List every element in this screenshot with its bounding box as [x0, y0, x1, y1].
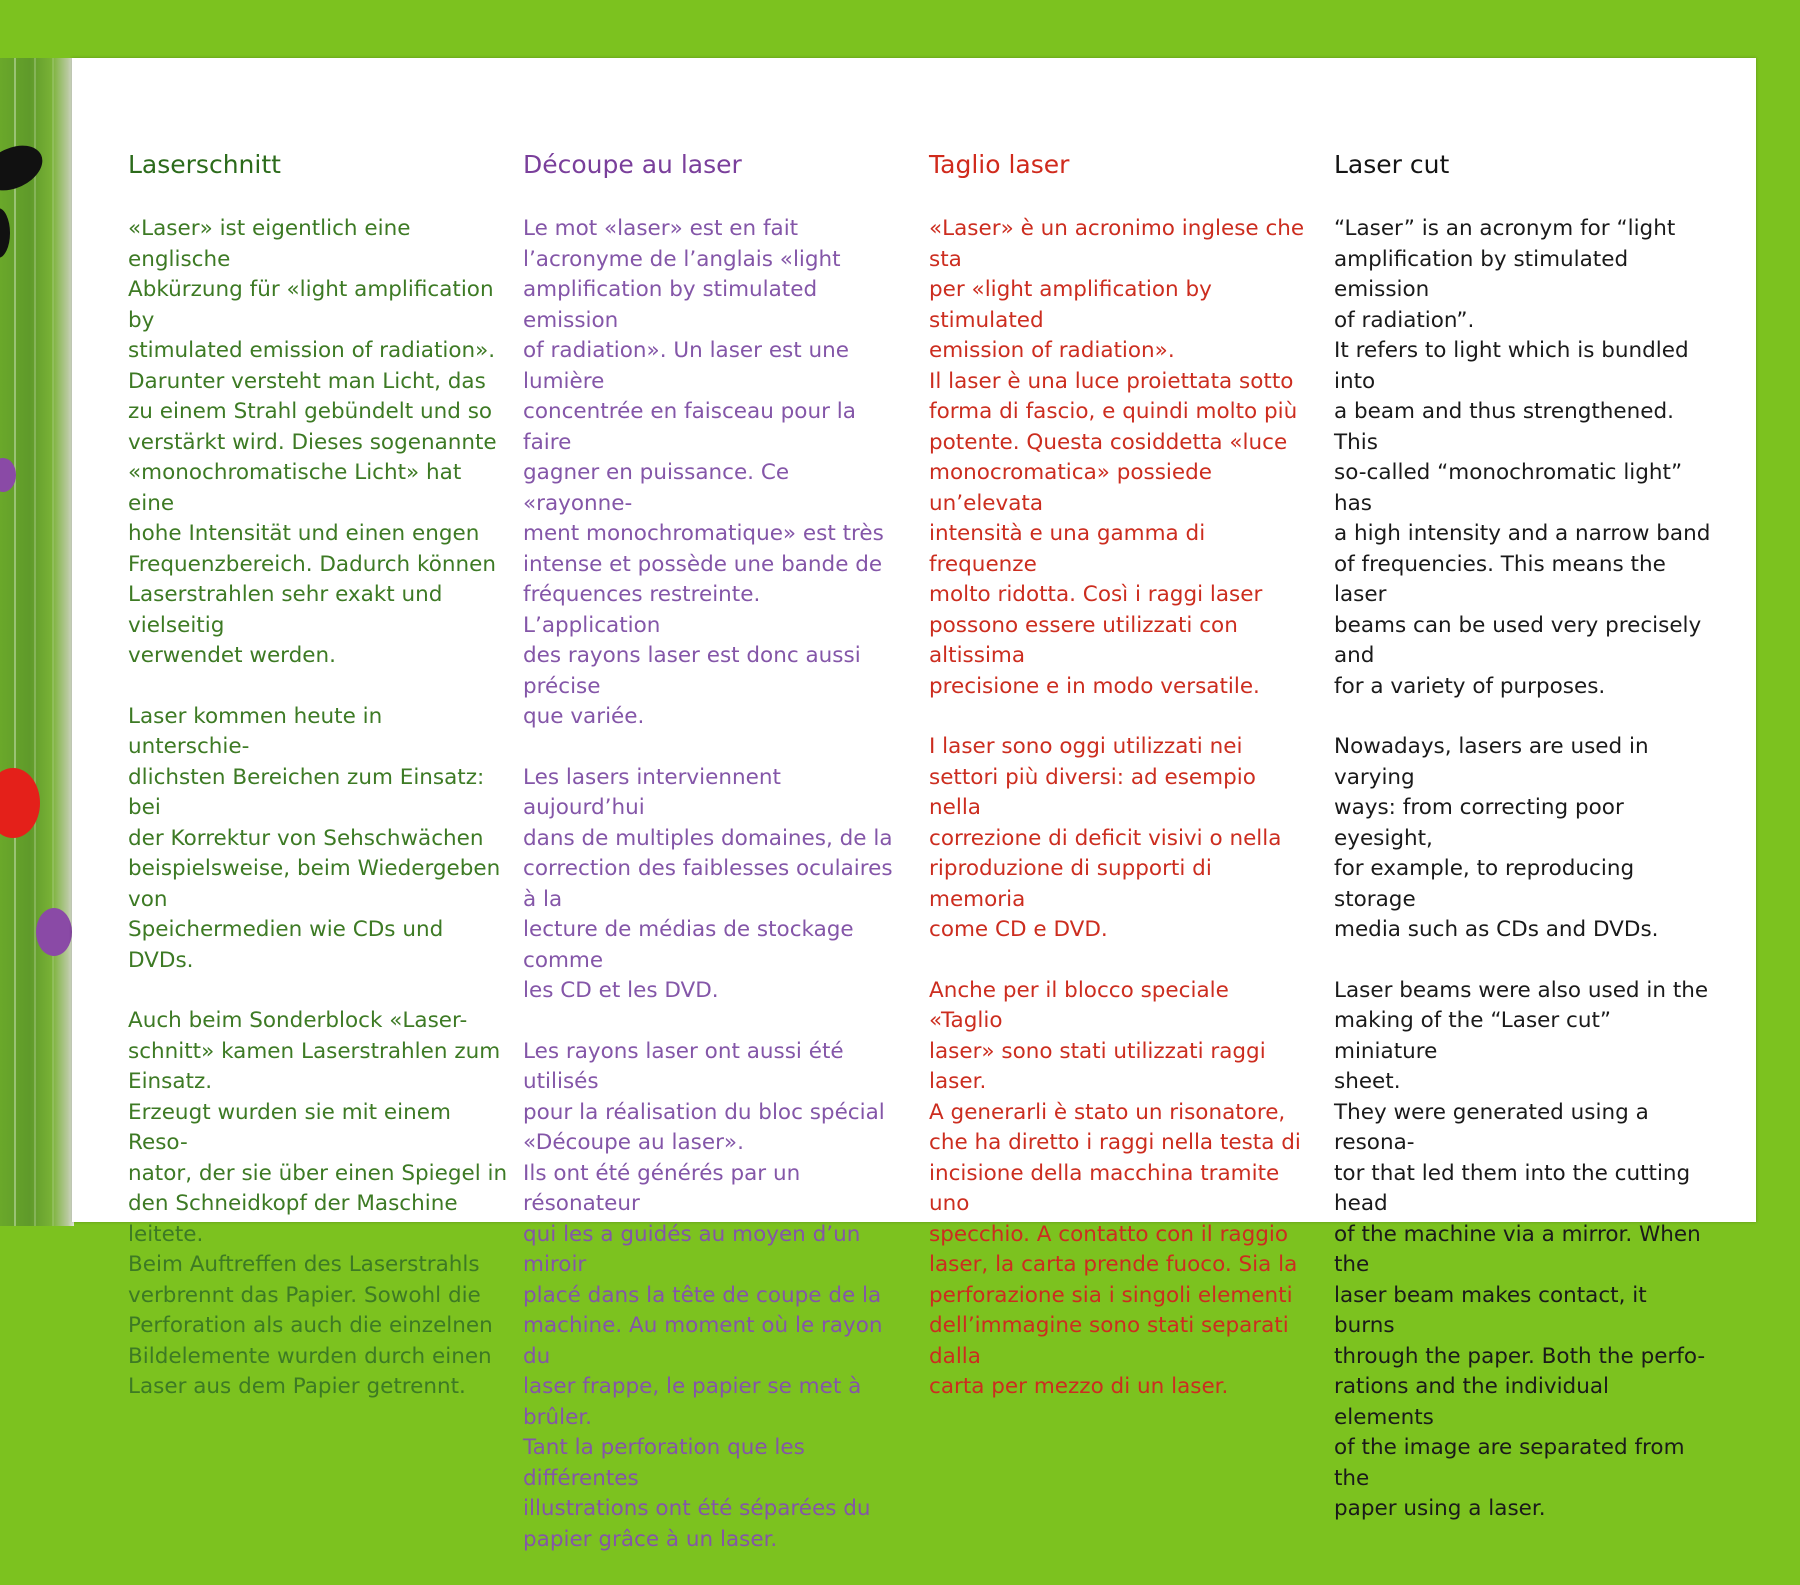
- english-paragraph-1: “Laser” is an acronym for “light amplification by stimulated emission of radiation”. It refers to light which is bundled into a beam and thus strengthened. This so-called “monochromatic light” has a high intensity and a narrow band of frequencies. This means the laser beams can be used very precisely and for a variety of purposes.: [1334, 216, 1711, 699]
- german-paragraph-2: Laser kommen heute in unterschie- dlichsten Bereichen zum Einsatz: bei der Korrektur von Sehschwächen beispielsweise, beim Wiedergeben von Speichermedien wie CDs und DVDs.: [128, 703, 501, 973]
- italian-paragraph-1: «Laser» è un acronimo inglese che sta per «light amplification by stimulated emission of radiation». Il laser è una luce proiettata sotto forma di fascio, e quindi molto più potente. Questa cosiddetta «luce monocromatica» possiede un’elevata intensità e una gamma di frequenze molto ridotta. Così i raggi laser possono essere utilizzati con altissima precisione e in modo versatile.: [929, 216, 1305, 699]
- english-paragraph-2: Nowadays, lasers are used in varying ways: from correcting poor eyesight, for example, to reproducing storage media such as CDs and DVDs.: [1334, 734, 1659, 942]
- german-title: Laserschnitt: [128, 150, 281, 179]
- italian-paragraph-3: Anche per il blocco speciale «Taglio laser» sono stati utilizzati raggi laser. A generarli è stato un risonatore, che ha diretto i raggi nella testa di incisione della macchina tramite uno specchio. A contatto con il raggio laser, la carta prende fuoco. Sia la perforazione sia i singoli elementi dell’immagine sono stati separati dalla carta per mezzo di un laser.: [929, 977, 1301, 1399]
- purple-dot-shape: [36, 908, 72, 956]
- german-paragraph-3: Auch beim Sonderblock «Laser- schnitt» kamen Laserstrahlen zum Einsatz. Erzeugt wurden sie mit einem Reso- nator, der sie über einen Spiegel in den Schneidkopf der Maschine leitete. Beim Auftreffen des Laserstrahls verbrennt das Papier. Sowohl die Perforation als auch die einzelnen Bildelemente wurden durch einen Laser aus dem Papier getrennt.: [128, 1008, 508, 1399]
- german-paragraph-1: «Laser» ist eigentlich eine englische Abkürzung für «light amplification by stimulated emission of radiation». Darunter versteht man Licht, das zu einem Strahl gebündelt und so verstärkt wird. Dieses sogenannte «monochromatische Licht» hat eine hohe Intensität und einen engen Frequenzbereich. Dadurch können Laserstrahlen sehr exakt und vielseitig verwendet werden.: [128, 216, 497, 668]
- french-column: [523, 148, 903, 1585]
- italian-column: [929, 148, 1309, 1433]
- french-paragraph-1: Le mot «laser» est en fait l’acronyme de l’anglais «light amplification by stimulated emission of radiation». Un laser est une lumière concentrée en faisceau pour la faire gagner en puissance. Ce «rayonne- ment monochromatique» est très intense et possède une bande de fréquences restreinte. L’application des rayons laser est donc aussi précise que variée.: [523, 216, 884, 729]
- english-column: [1334, 148, 1714, 1555]
- booklet-spine: [0, 58, 74, 1226]
- french-paragraph-2: Les lasers interviennent aujourd’hui dans de multiples domaines, de la correction des faiblesses oculaires à la lecture de médias de stockage comme les CD et les DVD.: [523, 764, 893, 1003]
- booklet-page: [72, 58, 1756, 1552]
- black-leaf-shape: [0, 208, 10, 258]
- english-paragraph-3: Laser beams were also used in the making of the “Laser cut” miniature sheet. They were generated using a resona- tor that led them into the cutting head of the machine via a mirror. When the laser beam makes contact, it burns through the paper. Both the perfo- rations and the individual elements of the image are separated from the paper using a laser.: [1334, 977, 1709, 1521]
- french-paragraph-3: Les rayons laser ont aussi été utilisés pour la réalisation du bloc spécial «Découpe au laser». Ils ont été générés par un résonateur qui les a guidés au moyen d’un miroir placé dans la tête de coupe de la machine. Au moment où le rayon du laser frappe, le papier se met à brûler. Tant la perforation que les différentes illustrations ont été séparées du papier grâce à un laser.: [523, 1038, 885, 1552]
- german-column: [128, 148, 508, 1433]
- english-title: Laser cut: [1334, 150, 1450, 179]
- italian-title: Taglio laser: [929, 150, 1070, 179]
- french-title: Découpe au laser: [523, 150, 742, 179]
- italian-paragraph-2: I laser sono oggi utilizzati nei settori più diversi: ad esempio nella correzione di deficit visivi o nella riproduzione di supporti di memoria come CD e DVD.: [929, 734, 1282, 942]
- black-leaf-shape: [0, 137, 50, 199]
